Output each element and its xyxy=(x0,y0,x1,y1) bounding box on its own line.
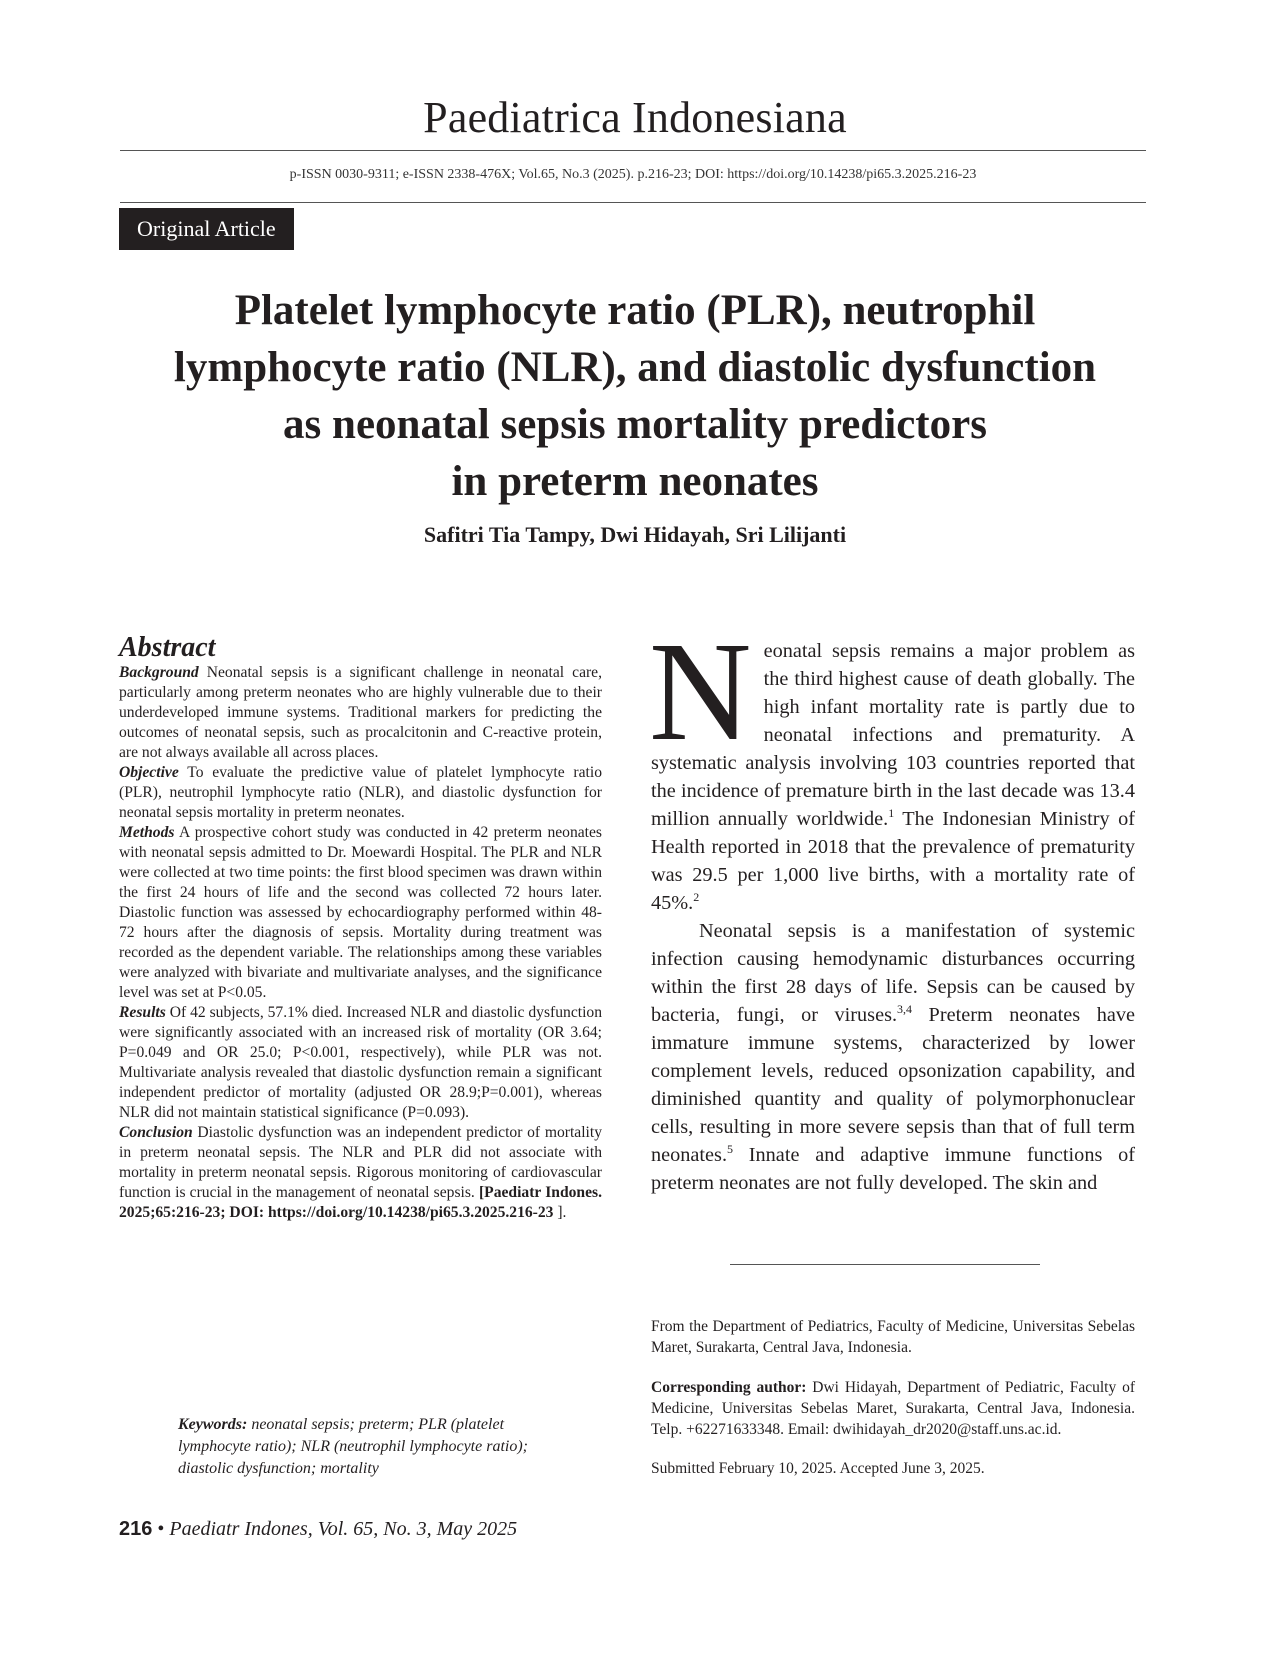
methods-text: A prospective cohort study was conducted in 42 preterm neonates with neonatal sepsis admitted to Dr. Moewardi Hospital. The PLR and NLR were collected at two time points: the first blood specimen was drawn within the first 24 hours of life and the second was collected 72 hours later. Diastolic function was assessed by echocardiography performed within 48-72 hours after the diagnosis of sepsis. Mortality during treatment was recorded as the dependent variable. The relationships among these variables were analyzed with bivariate and multivariate analyses, and the significance level was set at P<0.05. xyxy=(119,824,602,1001)
page-footer xyxy=(119,1518,517,1541)
citation-link[interactable]: [Paediatr Indones. 2025;65:216-23; DOI: https://doi.org/10.14238/pi65.3.2025.216-23 xyxy=(119,1184,602,1221)
corresponding-author-note xyxy=(651,1377,1135,1440)
results-label: Results xyxy=(119,1004,166,1021)
submission-dates: Submitted February 10, 2025. Accepted June 3, 2025. xyxy=(651,1460,985,1477)
intro-paragraph-1 xyxy=(649,612,1135,917)
header-rule-top xyxy=(120,150,1146,151)
title-line: as neonatal sepsis mortality predictors xyxy=(283,401,987,448)
abstract-conclusion xyxy=(119,1123,602,1223)
page-number: 216 xyxy=(119,1518,153,1540)
conclusion-text: Diastolic dysfunction was an independent predictor of mortality in preterm neonatal sepsis. The NLR and PLR did not associate with mortality in preterm neonatal sepsis. Rigorous monitoring of cardiovascular function is crucial in the management of neonatal sepsis. xyxy=(119,1124,602,1201)
abstract-results xyxy=(119,1003,602,1123)
intro-text: eonatal sepsis remains a major problem as the third highest cause of death globally. The high infant mortality rate is partly due to neonatal infections and prematurity. A systematic analysis involving 103 countries reported that the incidence of premature birth in the last decade was 13.4 million annually worldwide. xyxy=(651,640,1135,830)
keywords-text: neonatal sepsis; preterm; PLR (platelet lymphocyte ratio); NLR (neutrophil lymphocyte ratio); diastolic dysfunction; mortality xyxy=(178,1416,528,1477)
introduction-text xyxy=(649,612,1135,1197)
corresponding-text: Dwi Hidayah, Department of Pediatric, Faculty of Medicine, Universitas Sebelas Maret, Surakarta, Central Java, Indonesia. Telp. +62271633348. Email: dwihidayah_dr2020@staff.uns.ac.id. xyxy=(651,1379,1135,1438)
intro-text: Innate and adaptive immune functions of preterm neonates are not fully developed. The skin and xyxy=(651,1144,1135,1194)
drop-cap: N xyxy=(649,612,752,770)
article-type-badge: Original Article xyxy=(119,208,294,250)
conclusion-label: Conclusion xyxy=(119,1124,193,1141)
affiliation-note: From the Department of Pediatrics, Faculty of Medicine, Universitas Sebelas Maret, Surakarta, Central Java, Indonesia. xyxy=(651,1318,1135,1356)
article-title xyxy=(100,282,1170,510)
reference-marker[interactable]: 2 xyxy=(693,890,700,904)
objective-text: To evaluate the predictive value of platelet lymphocyte ratio (PLR), neutrophil lymphocyte ratio (NLR), and diastolic dysfunction for neonatal sepsis mortality in preterm neonates. xyxy=(119,764,602,821)
footnote-divider xyxy=(730,1264,1040,1265)
reference-marker[interactable]: 3,4 xyxy=(897,1002,913,1016)
background-text: Neonatal sepsis is a significant challenge in neonatal care, particularly among preterm neonates who are highly vulnerable due to their underdeveloped immune systems. Traditional markers for predicting the outcomes of neonatal sepsis, such as procalcitonin and C-reactive protein, are not always available all across places. xyxy=(119,664,603,761)
author-list: Safitri Tia Tampy, Dwi Hidayah, Sri Lilijanti xyxy=(423,522,847,547)
abstract-section xyxy=(119,633,602,1223)
methods-label: Methods xyxy=(119,824,175,841)
keywords xyxy=(178,1414,548,1480)
title-line: in preterm neonates xyxy=(451,458,819,505)
footer-bullet: • xyxy=(157,1518,165,1540)
objective-label: Objective xyxy=(119,764,179,781)
abstract-background xyxy=(119,663,602,763)
corresponding-label: Corresponding author: xyxy=(651,1379,807,1396)
keywords-label: Keywords: xyxy=(178,1416,248,1433)
reference-marker[interactable]: 5 xyxy=(727,1142,734,1156)
intro-paragraph-2 xyxy=(651,917,1135,1197)
abstract-methods xyxy=(119,823,602,1003)
footer-source: Paediatr Indones, Vol. 65, No. 3, May 2025 xyxy=(169,1518,518,1540)
intro-text: Preterm neonates have immature immune systems, characterized by lower complement levels, reduced opsonization capability, and diminished quantity and quality of polymorphonuclear cells, resulting in more severe sepsis than that of full term neonates. xyxy=(651,1004,1135,1166)
results-text: Of 42 subjects, 57.1% died. Increased NLR and diastolic dysfunction were significantly associated with an increased risk of mortality (OR 3.64; P=0.049 and OR 25.0; P<0.001, respectively), while PLR was not. Multivariate analysis revealed that diastolic dysfunction remain a significant independent predictor of mortality (adjusted OR 28.9;P=0.001), whereas NLR did not maintain statistical significance (P=0.093). xyxy=(119,1004,602,1121)
intro-text: Neonatal sepsis is a manifestation of systemic infection causing hemodynamic disturbances occurring within the first 28 days of life. Sepsis can be caused by bacteria, fungi, or viruses. xyxy=(651,920,1135,1026)
intro-text: The Indonesian Ministry of Health reported in 2018 that the prevalence of prematurity was 29.5 per 1,000 live births, with a mortality rate of 45%. xyxy=(651,808,1135,914)
abstract-heading: Abstract xyxy=(119,632,216,663)
issn-doi-line: p-ISSN 0030-9311; e-ISSN 2338-476X; Vol.65, No.3 (2025). p.216-23; DOI: https://doi.org/10.14238/pi65.3.2025.216-23 xyxy=(289,167,977,182)
title-line: lymphocyte ratio (NLR), and diastolic dysfunction xyxy=(173,344,1097,391)
citation-end: ]. xyxy=(553,1204,567,1221)
background-label: Background xyxy=(119,664,199,681)
journal-title: Paediatrica Indonesiana xyxy=(423,93,847,142)
title-line: Platelet lymphocyte ratio (PLR), neutrophil xyxy=(234,287,1036,334)
reference-marker[interactable]: 1 xyxy=(888,806,895,820)
header-rule-bottom xyxy=(120,202,1146,203)
abstract-objective xyxy=(119,763,602,823)
